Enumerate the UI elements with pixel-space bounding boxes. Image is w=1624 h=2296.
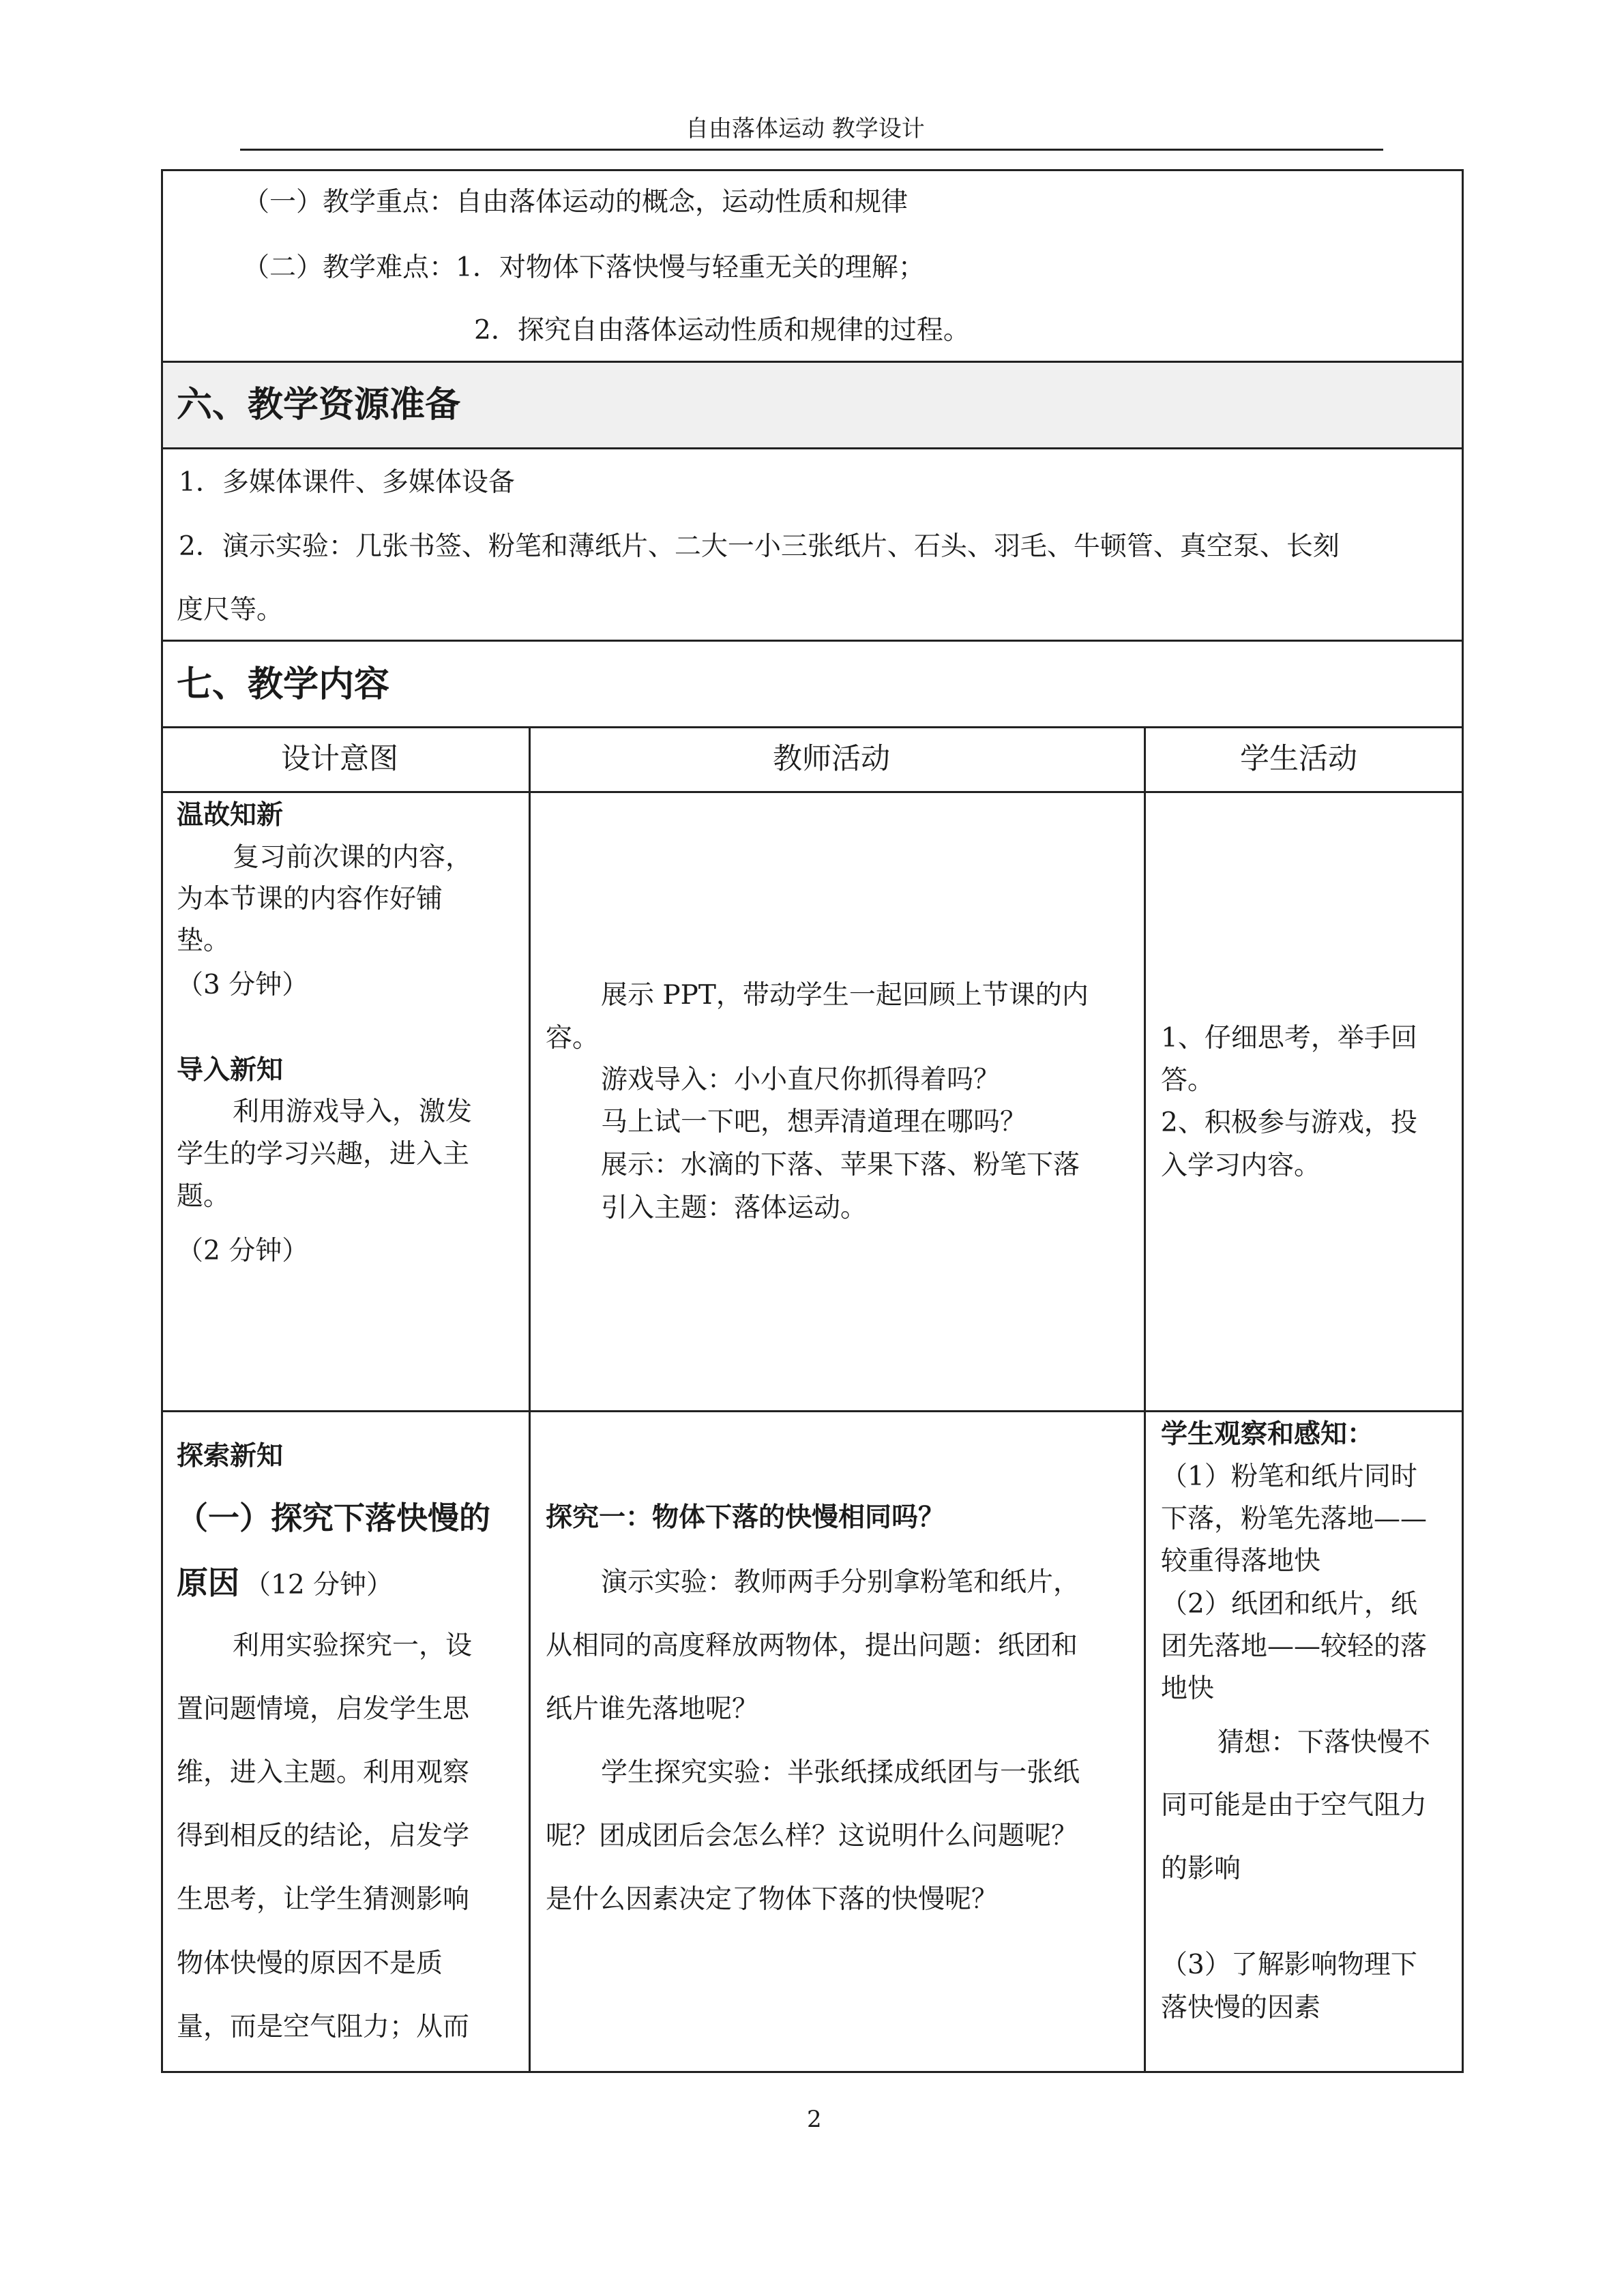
design-text: 题。 [177,1181,231,1212]
design-text: 利用游戏导入，激发 [233,1097,473,1127]
student-text: （1）粉笔和纸片同时 [1161,1461,1417,1492]
design-text: 垫。 [177,925,231,956]
table-border-left [161,169,163,2073]
resource-item-2-line1: 2．演示实验：几张书签、粉笔和薄纸片、二大一小三张纸片、石头、羽毛、牛顿管、真空泵、长刻 [179,531,1340,562]
teacher-text: 是什么因素决定了物体下落的快慢呢？ [546,1884,999,1915]
student-text: 入学习内容。 [1161,1150,1321,1181]
student-text: 团先落地——较轻的落 [1161,1631,1428,1662]
time-label: （12 分钟） [244,1570,394,1600]
design-text: 维，进入主题。利用观察 [177,1757,470,1788]
student-text: 较重得落地快 [1161,1546,1321,1577]
student-text: 落快慢的因素 [1161,1993,1321,2023]
student-text: 1、仔细思考，举手回 [1161,1023,1417,1054]
teaching-difficulty-1: （二）教学难点：1．对物体下落快慢与轻重无关的理解； [243,252,925,283]
section6-title: 六、教学资源准备 [177,385,461,426]
subheading-explore: （一）探究下落快慢的 [177,1500,490,1536]
table-rule [161,640,1464,642]
teacher-text: 展示 PPT，带动学生一起回顾上节课的内 [601,980,1089,1011]
table-rule [161,1410,1464,1412]
column-divider [1144,726,1146,2073]
student-text: 猜想：下落快慢不 [1217,1727,1431,1758]
column-header-student: 学生活动 [1240,742,1357,776]
table-border-right [1462,169,1464,2073]
teacher-text: 纸片谁先落地呢？ [546,1694,759,1725]
resource-item-1: 1．多媒体课件、多媒体设备 [179,467,515,498]
table-border-bottom [161,2071,1464,2073]
design-text: 量，而是空气阻力；从而 [177,2012,470,2042]
design-text: 得到相反的结论，启发学 [177,1821,470,1851]
observation-heading: 学生观察和感知： [1161,1419,1374,1450]
student-text: 同可能是由于空气阻力 [1161,1790,1428,1821]
design-text: 学生的学习兴趣，进入主 [177,1139,470,1169]
column-header-teacher: 教师活动 [773,742,890,776]
design-text: 复习前次课的内容， [233,842,473,873]
page-number: 2 [807,2106,822,2133]
design-text: 为本节课的内容作好铺 [177,884,443,914]
student-text: 下落，粉笔先落地—— [1161,1504,1428,1534]
teacher-text: 从相同的高度释放两物体，提出问题：纸团和 [546,1630,1078,1661]
column-header-design: 设计意图 [281,742,398,776]
heading-explore: 探索新知 [177,1441,284,1472]
teacher-text: 学生探究实验：半张纸揉成纸团与一张纸 [601,1757,1080,1788]
student-text: 地快 [1161,1673,1215,1704]
column-divider [529,726,531,2073]
student-text: （3）了解影响物理下 [1161,1950,1417,1980]
teaching-focus: （一）教学重点：自由落体运动的概念，运动性质和规律 [243,187,909,218]
time-label: （3 分钟） [177,970,309,1000]
teacher-text: 引入主题：落体运动。 [601,1193,868,1223]
student-text: 的影响 [1161,1853,1241,1884]
table-border-top [161,169,1464,171]
teacher-text: 演示实验：教师两手分别拿粉笔和纸片， [601,1567,1080,1598]
student-text: 答。 [1161,1065,1215,1096]
table-rule [161,447,1464,449]
inquiry-heading: 探究一：物体下落的快慢相同吗？ [546,1502,945,1533]
header-title: 自由落体运动 教学设计 [685,115,925,143]
design-text: 置问题情境，启发学生思 [177,1694,470,1725]
time-label: （2 分钟） [177,1236,309,1266]
heading-review: 温故知新 [177,800,284,831]
heading-intro: 导入新知 [177,1055,284,1086]
subheading-explore: 原因 [177,1564,239,1601]
teacher-text: 展示：水滴的下落、苹果下落、粉笔下落 [601,1150,1080,1180]
teaching-difficulty-2: 2．探究自由落体运动性质和规律的过程。 [474,315,970,346]
table-rule [161,726,1464,728]
student-text: 2、积极参与游戏，投 [1161,1107,1417,1138]
resource-item-2-line2: 度尺等。 [177,595,284,625]
design-text: 物体快慢的原因不是质 [177,1948,443,1979]
design-text: 生思考，让学生猜测影响 [177,1884,470,1915]
student-text: （2）纸团和纸片，纸 [1161,1589,1417,1620]
table-rule [161,791,1464,793]
teacher-text: 容。 [546,1023,600,1054]
teacher-text: 游戏导入：小小直尺你抓得着吗？ [601,1064,1001,1095]
design-text: 利用实验探究一，设 [233,1630,473,1661]
section7-title: 七、教学内容 [177,664,390,705]
header-rule [240,149,1383,151]
teacher-text: 马上试一下吧，想弄清道理在哪吗？ [601,1107,1027,1137]
teacher-text: 呢？团成团后会怎么样？这说明什么问题呢？ [546,1821,1078,1851]
